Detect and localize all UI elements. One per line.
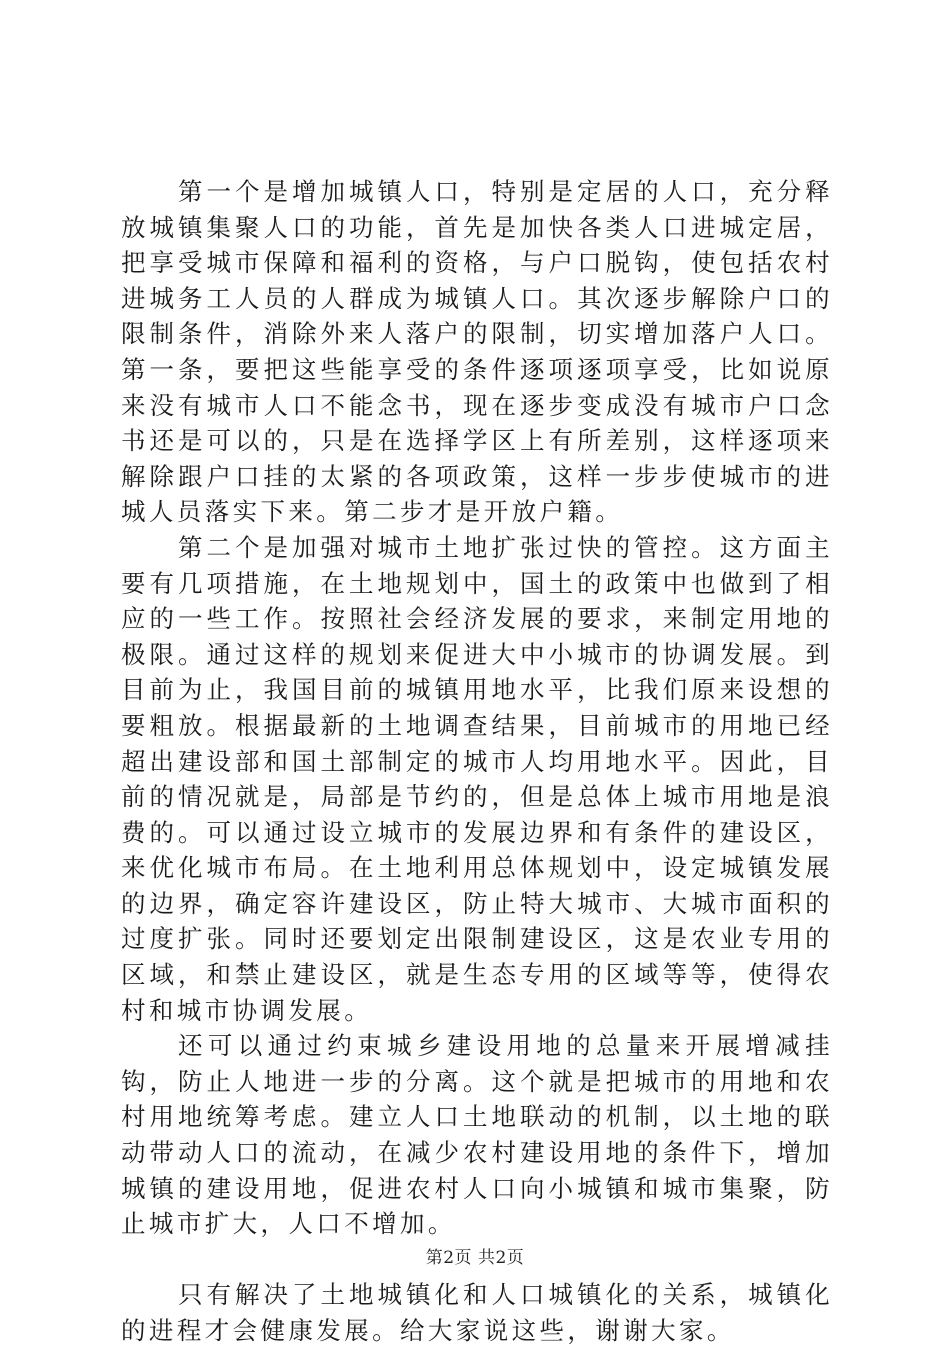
paragraph-3: 还可以通过约束城乡建设用地的总量来开展增减挂钩，防止人地进一步的分离。这个就是把城市的用地和农村用地统筹考虑。建立人口土地联动的机制，以土地的联动带动人口的流动，在减少农村建设用地的条件下，增加城镇的建设用地，促进农村人口向小城镇和城市集聚，防止城市扩大，人口不增加。 — [121, 1031, 833, 1239]
page-footer: 第2页 共2页 — [425, 1248, 525, 1268]
document-body — [121, 174, 833, 1349]
paragraph-2: 第二个是加强对城市土地扩张过快的管控。这方面主要有几项措施，在土地规划中，国土的政策中也做到了相应的一些工作。按照社会经济发展的要求，来制定用地的极限。通过这样的规划来促进大中小城市的协调发展。到目前为止，我国目前的城镇用地水平，比我们原来设想的要粗放。根据最新的土地调查结果，目前城市的用地已经超出建设部和国土部制定的城市人均用地水平。因此，目前的情况就是，局部是节约的，但是总体上城市用地是浪费的。可以通过设立城市的发展边界和有条件的建设区，来优化城市布局。在土地利用总体规划中，设定城镇发展的边界，确定容许建设区，防止特大城市、大城市面积的过度扩张。同时还要划定出限制建设区，这是农业专用的区域，和禁止建设区，就是生态专用的区域等等，使得农村和城市协调发展。 — [121, 532, 833, 1025]
paragraph-4: 只有解决了土地城镇化和人口城镇化的关系，城镇化的进程才会健康发展。给大家说这些，谢谢大家。 — [121, 1280, 833, 1345]
paragraph-1: 第一个是增加城镇人口，特别是定居的人口，充分释放城镇集聚人口的功能，首先是加快各类人口进城定居，把享受城市保障和福利的资格，与户口脱钩，使包括农村进城务工人员的人群成为城镇人口。其次逐步解除户口的限制条件，消除外来人落户的限制，切实增加落户人口。第一条，要把这些能享受的条件逐项逐项享受，比如说原来没有城市人口不能念书，现在逐步变成没有城市户口念书还是可以的，只是在选择学区上有所差别，这样逐项来解除跟户口挂的太紧的各项政策，这样一步步使城市的进城人员落实下来。第二步才是开放户籍。 — [121, 177, 833, 527]
